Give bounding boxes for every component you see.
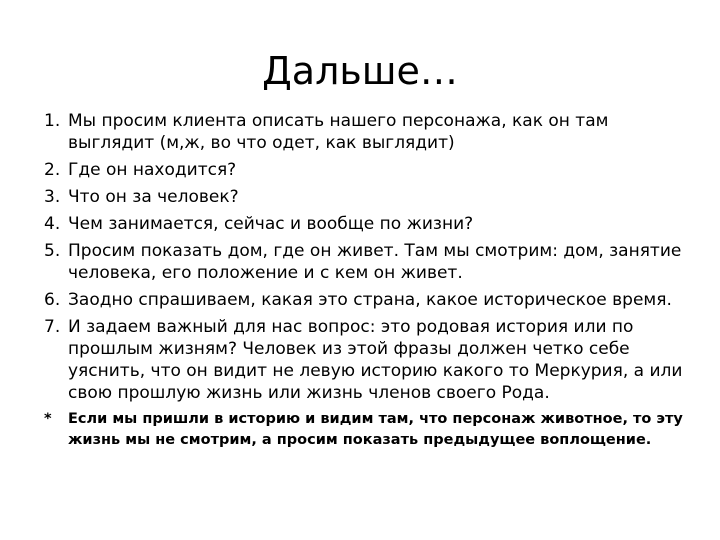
list-item-number: 7.	[44, 317, 61, 337]
list-item-text: Мы просим клиента описать нашего персонажа, как он там выглядит (м,ж, во что одет, как выглядит)	[68, 111, 609, 153]
list-item-number: 6.	[44, 290, 61, 310]
list-item	[44, 213, 684, 235]
list-item-text: Чем занимается, сейчас и вообще по жизни?	[68, 214, 474, 234]
list-item	[44, 110, 684, 154]
list-item	[44, 289, 684, 311]
footnote-text: Если мы пришли в историю и видим там, что персонаж животное, то эту жизнь мы не смотрим, а просим показать предыдущее воплощение.	[68, 411, 683, 448]
numbered-list	[44, 110, 684, 404]
list-item-text: Где он находится?	[68, 160, 237, 180]
list-item-text: Заодно спрашиваем, какая это страна, какое историческое время.	[68, 290, 672, 310]
list-item-number: 1.	[44, 111, 61, 131]
list-item-number: 2.	[44, 160, 61, 180]
slide-content	[44, 110, 684, 451]
list-item-text: И задаем важный для нас вопрос: это родовая история или по прошлым жизням? Человек из этой фразы должен четко себе уяснить, что он видит не левую историю какого то Меркурия, а или свою прошлую жизнь или жизнь членов своего Рода.	[68, 317, 683, 403]
list-item-number: 4.	[44, 214, 61, 234]
list-item-text: Что он за человек?	[68, 187, 239, 207]
list-item-number: 3.	[44, 187, 61, 207]
list-item-number: 5.	[44, 241, 61, 261]
slide-title: Дальше…	[262, 49, 458, 93]
list-item	[44, 240, 684, 284]
list-item	[44, 186, 684, 208]
list-item-text: Просим показать дом, где он живет. Там мы смотрим: дом, занятие человека, его положение и с кем он живет.	[68, 241, 682, 283]
footnote-asterisk: *	[44, 411, 52, 427]
footnote	[44, 409, 684, 451]
list-item	[44, 159, 684, 181]
list-item	[44, 316, 684, 404]
